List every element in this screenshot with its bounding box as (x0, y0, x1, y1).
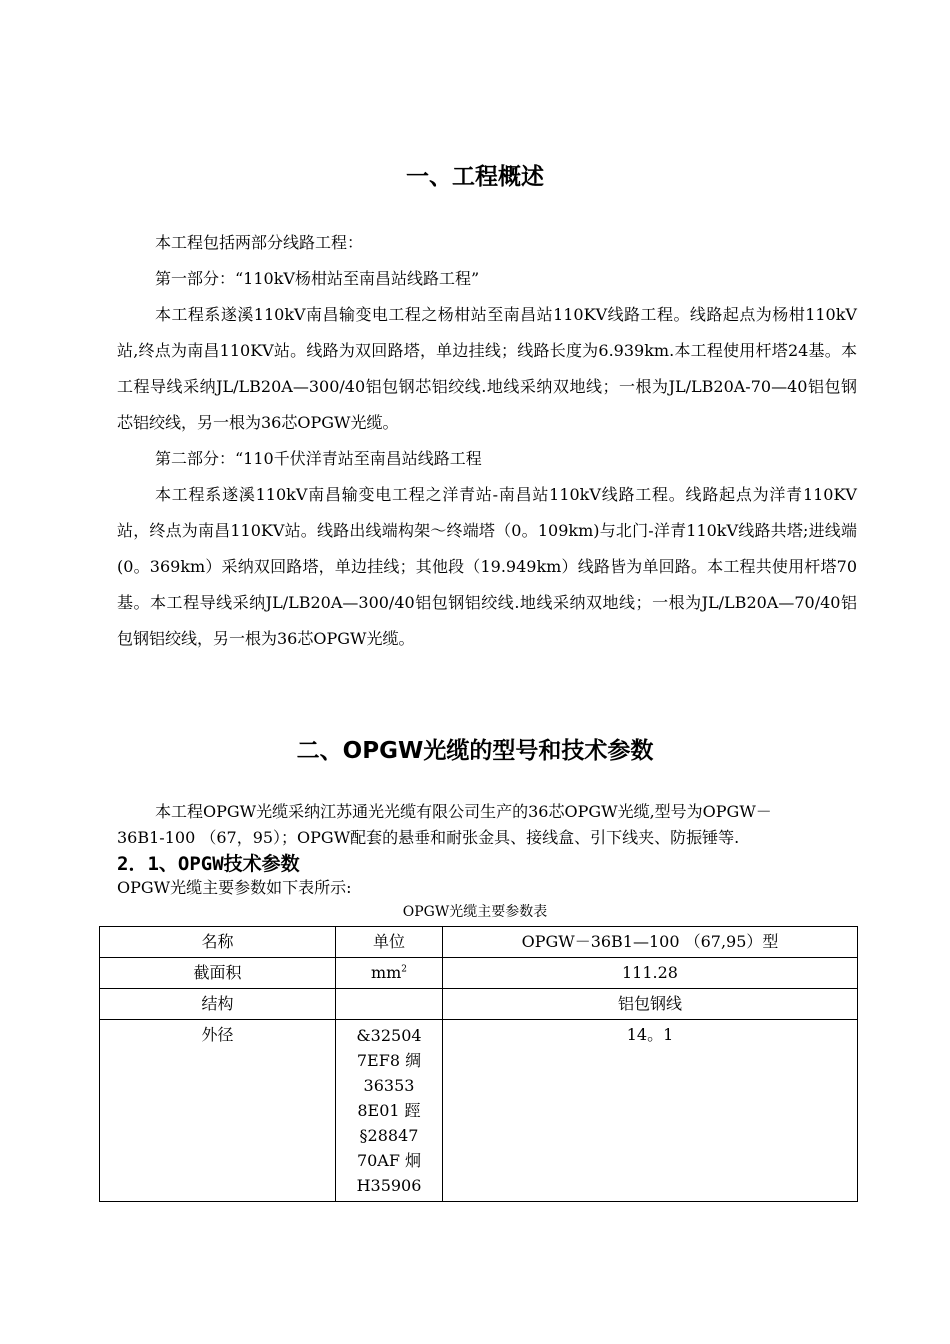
unit-text: mm (370, 963, 402, 982)
unit-line: H35906 (356, 1176, 422, 1195)
parameter-table (99, 926, 858, 1202)
table-cell: 截面积 (100, 958, 336, 989)
subsection-heading: 2．1、OPGW技术参数 (117, 853, 300, 875)
section1-title: 一、工程概述 (406, 164, 544, 190)
section1-body (117, 225, 857, 657)
paragraph: 本工程包括两部分线路工程： (155, 233, 364, 252)
header-cell: 名称 (100, 927, 336, 958)
paragraph: 第一部分：“110kV杨柑站至南昌站线路工程” (155, 269, 480, 288)
paragraph: 第二部分：“110千伏洋青站至南昌站线路工程 (155, 449, 482, 468)
table-row (100, 1020, 858, 1202)
section2-intro-line2: 36B1-100 （67，95）；OPGW配套的悬垂和耐张金具、接线盒、引下线夹、防振锤等. (117, 828, 740, 847)
table-cell: 14。1 (443, 1020, 858, 1202)
table-cell (336, 1020, 443, 1202)
section2-intro-line1: 本工程OPGW光缆采纳江苏通光光缆有限公司生产的36芯OPGW光缆,型号为OPGW－ (155, 802, 772, 821)
section2-title: 二、OPGW光缆的型号和技术参数 (296, 738, 654, 764)
table-cell (336, 989, 443, 1020)
unit-superscript: 2 (401, 964, 408, 975)
paragraph: 本工程系遂溪110kV南昌输变电工程之洋青站-南昌站110kV线路工程。线路起点为洋青110KV站，终点为南昌110KV站。线路出线端构架～终端塔（0。109km)与北门-洋青110kV线路共塔;进线端(0。369km）采纳双回路塔，单边挂线；其他段（19.949km）线路皆为单回路。本工程共使用杆塔70基。本工程导线采纳JL/LB20A—300/40铝包钢铝绞线.地线采纳双地线；一根为JL/LB20A—70/40铝包钢铝绞线，另一根为36芯OPGW光缆。 (117, 485, 857, 648)
paragraph: 本工程系遂溪110kV南昌输变电工程之杨柑站至南昌站110KV线路工程。线路起点为杨柑110kV站,终点为南昌110KV站。线路为双回路塔，单边挂线；线路长度为6.939km.本工程使用杆塔24基。本工程导线采纳JL/LB20A—300/40铝包钢芯铝绞线.地线采纳双地线；一根为JL/LB20A-70—40铝包钢芯铝绞线，另一根为36芯OPGW光缆。 (117, 305, 857, 432)
table-intro: OPGW光缆主要参数如下表所示: (117, 878, 352, 897)
unit-line: §28847 (359, 1126, 419, 1145)
table-row (100, 989, 858, 1020)
table-cell: 铝包钢线 (443, 989, 858, 1020)
header-cell: OPGW－36B1—100 （67,95）型 (443, 927, 858, 958)
unit-line: 36353 (363, 1076, 415, 1095)
table-cell: 111.28 (443, 958, 858, 989)
table-cell: 结构 (100, 989, 336, 1020)
unit-line: 8E01 踁 (357, 1101, 421, 1120)
unit-line: 7EF8 绸 (356, 1051, 422, 1070)
unit-line: 70AF 炯 (356, 1151, 422, 1170)
unit-line: &32504 (356, 1026, 422, 1045)
header-cell: 单位 (336, 927, 443, 958)
table-cell: 外径 (100, 1020, 336, 1202)
table-header-row (100, 927, 858, 958)
table-cell (336, 958, 443, 989)
table-row (100, 958, 858, 989)
table-caption: OPGW光缆主要参数表 (402, 904, 548, 920)
